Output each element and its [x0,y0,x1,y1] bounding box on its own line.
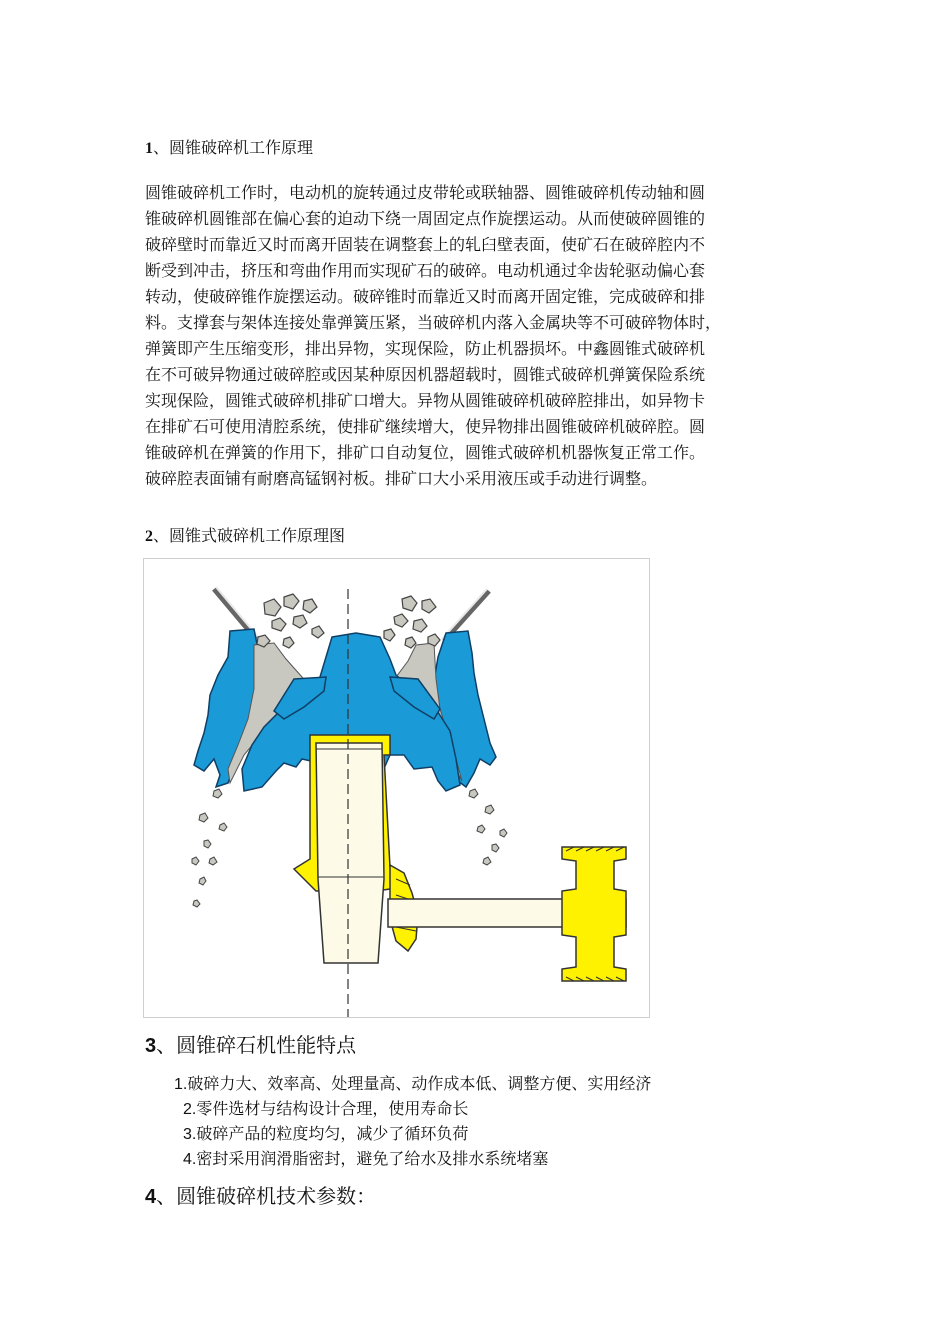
section-2-heading [145,525,345,548]
paragraph-line: 锥破碎机在弹簧的作用下，排矿口自动复位，圆锥式破碎机机器恢复正常工作。 [145,443,706,462]
main-shaft [316,743,384,963]
feature-number: 1. [174,1076,188,1093]
feature-item [183,1148,548,1171]
feature-item [183,1123,468,1146]
cone-crusher-diagram [143,558,650,1018]
working-principle-paragraph [145,180,809,492]
paragraph-line: 实现保险，圆锥式破碎机排矿口增大。异物从圆锥破碎机破碎腔排出，如异物卡 [145,391,706,410]
paragraph-line: 破碎壁时而靠近又时而离开固装在调整套上的轧臼壁表面，使矿石在破碎腔内不 [145,235,706,254]
feature-text: 破碎力大、效率高、处理量高、动作成本低、调整方便、实用经济 [187,1074,652,1093]
section-1-number: 1 [145,140,153,157]
drive-pulley [562,847,626,981]
section-3-number: 3 [145,1035,157,1057]
paragraph-line: 转动，使破碎锥作旋摆运动。破碎锥时而靠近又时而离开固定锥，完成破碎和排 [145,287,706,306]
cone-crusher-diagram-svg [144,559,649,1017]
feature-number: 4. [183,1151,197,1168]
paragraph-line: 在不可破异物通过破碎腔或因某种原因机器超载时，圆锥式破碎机弹簧保险系统 [145,365,706,384]
paragraph-line: 料。支撑套与架体连接处靠弹簧压紧，当破碎机内落入金属块等不可破碎物体时， [145,313,722,332]
section-3-heading [145,1032,356,1059]
paragraph-line: 破碎腔表面铺有耐磨高锰钢衬板。排矿口大小采用液压或手动进行调整。 [145,469,658,488]
section-4-heading [145,1183,376,1210]
feature-text: 密封采用润滑脂密封，避免了给水及排水系统堵塞 [196,1149,549,1168]
feature-text: 零件选材与结构设计合理，使用寿命长 [196,1099,469,1118]
section-2-number: 2 [145,528,153,545]
paragraph-line: 在排矿石可使用清腔系统，使排矿继续增大，使异物排出圆锥破碎机破碎腔。圆 [145,417,706,436]
feature-number: 3. [183,1126,197,1143]
section-3-title: 、圆锥碎石机性能特点 [156,1033,357,1057]
section-2-title: 、圆锥式破碎机工作原理图 [153,526,346,545]
section-1-title: 、圆锥破碎机工作原理 [153,138,314,157]
section-4-title: 、圆锥破碎机技术参数： [156,1184,377,1208]
paragraph-line: 锥破碎机圆锥部在偏心套的迫动下绕一周固定点作旋摆运动。从而使破碎圆锥的 [145,209,706,228]
feature-item [174,1073,651,1096]
feature-text: 破碎产品的粒度均匀，减少了循环负荷 [196,1124,469,1143]
section-1-heading [145,137,313,160]
section-4-number: 4 [145,1186,157,1208]
paragraph-line: 断受到冲击，挤压和弯曲作用而实现矿石的破碎。电动机通过伞齿轮驱动偏心套 [145,261,706,280]
feature-item [183,1098,468,1121]
paragraph-line: 圆锥破碎机工作时，电动机的旋转通过皮带轮或联轴器、圆锥破碎机传动轴和圆 [145,183,706,202]
paragraph-line: 弹簧即产生压缩变形，排出异物，实现保险，防止机器损坏。中鑫圆锥式破碎机 [145,339,706,358]
feature-number: 2. [183,1101,197,1118]
